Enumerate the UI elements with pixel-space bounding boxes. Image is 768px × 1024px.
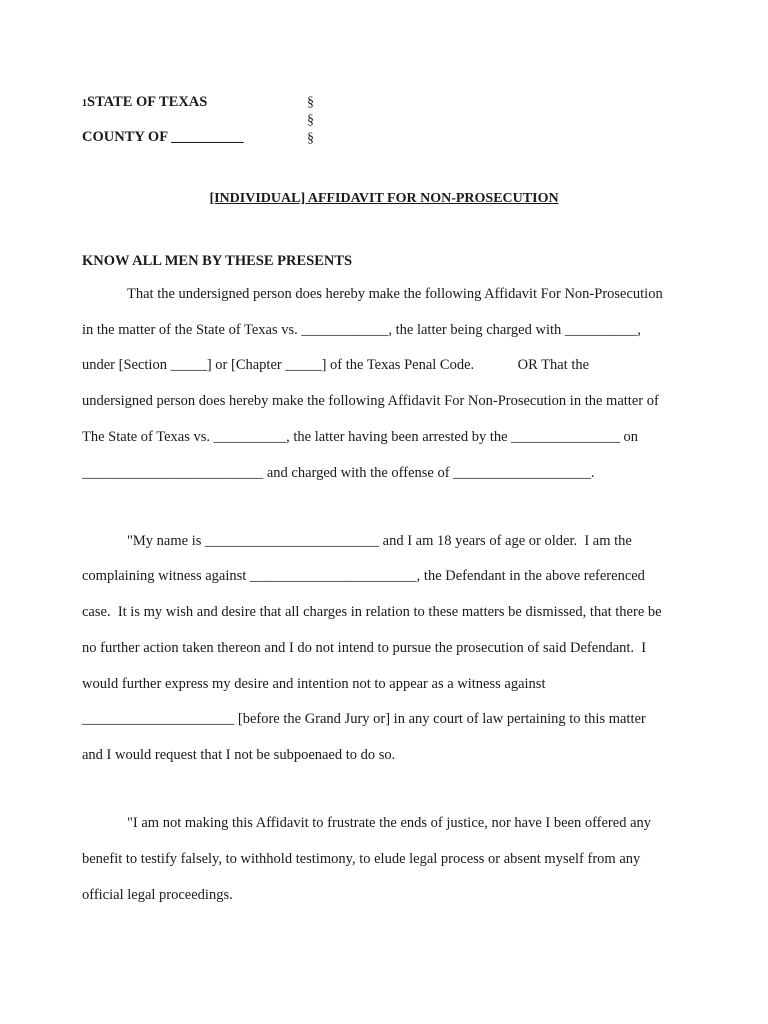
para1-line-4: undersigned person does hereby make the following Affidavit For Non-Prosecution in the matter of [82, 393, 659, 409]
document-title: [INDIVIDUAL] AFFIDAVIT FOR NON-PROSECUTION [209, 191, 559, 206]
para2-line-6: _____________________ [before the Grand Jury or] in any court of law pertaining to this matter [82, 711, 646, 727]
know-all-men-heading: KNOW ALL MEN BY THESE PRESENTS [82, 253, 353, 269]
footnote-mark: 1 [82, 98, 87, 109]
section-mark-3: § [307, 131, 314, 146]
para3-line-2: benefit to testify falsely, to withhold testimony, to elude legal process or absent myself from any [82, 851, 641, 867]
section-mark-2: § [307, 113, 314, 128]
para3-line-1: "I am not making this Affidavit to frustrate the ends of justice, nor have I been offered any [127, 815, 652, 831]
para3-line-3: official legal proceedings. [82, 887, 233, 903]
state-label: STATE OF TEXAS [87, 94, 208, 110]
state-line [82, 94, 207, 111]
para1-line-1: That the undersigned person does hereby make the following Affidavit For Non-Prosecution [127, 286, 663, 302]
para2-line-7: and I would request that I not be subpoenaed to do so. [82, 747, 396, 763]
para1-line-2: in the matter of the State of Texas vs. ____________, the latter being charged with __________, [82, 322, 642, 338]
para1-line-6: _________________________ and charged with the offense of ___________________. [82, 465, 595, 481]
para2-line-1: "My name is ________________________ and I am 18 years of age or older. I am the [127, 533, 632, 549]
para2-line-5: would further express my desire and intention not to appear as a witness against [82, 676, 546, 692]
para1-line-3: under [Section _____] or [Chapter _____] of the Texas Penal Code. OR That the [82, 357, 590, 373]
para2-line-4: no further action taken thereon and I do not intend to pursue the prosecution of said Defendant. I [82, 640, 647, 656]
para2-line-3: case. It is my wish and desire that all charges in relation to these matters be dismissed, that there be [82, 604, 662, 620]
para2-line-2: complaining witness against _______________________, the Defendant in the above referenced [82, 568, 645, 584]
county-line: COUNTY OF __________ [82, 129, 244, 145]
para1-line-5: The State of Texas vs. __________, the latter having been arrested by the _______________ on [82, 429, 639, 445]
section-mark-1: § [307, 95, 314, 110]
